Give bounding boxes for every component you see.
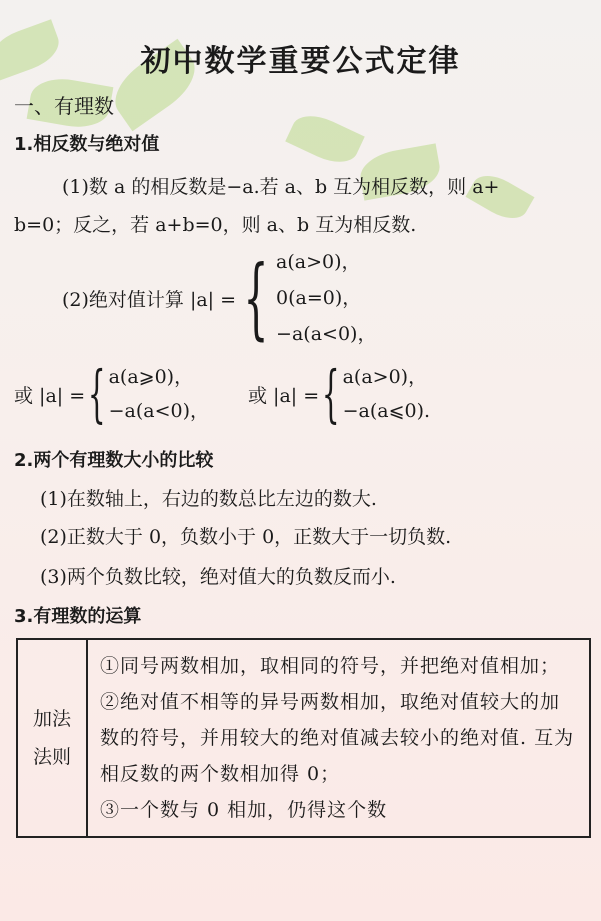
case-item: −a(a<0)， bbox=[108, 400, 210, 422]
rule-item: ③一个数与 0 相加，仍得这个数 bbox=[100, 799, 388, 821]
leaf-decoration bbox=[285, 107, 365, 171]
case-list bbox=[109, 360, 209, 428]
abs-value-formula bbox=[62, 244, 376, 352]
rule-item: ①同号两数相加，取相同的符号，并把绝对值相加； bbox=[100, 655, 561, 677]
compare-rule: (2)正数大于 0，负数小于 0，正数大于一切负数. bbox=[40, 526, 452, 548]
header-line: 加法 bbox=[32, 708, 71, 730]
header-line: 法则 bbox=[32, 746, 71, 768]
abs-value-formula-alt2 bbox=[248, 357, 431, 430]
brace-symbol: { bbox=[243, 246, 269, 349]
compare-rule: (1)在数轴上，右边的数总比左边的数大. bbox=[40, 488, 377, 510]
paragraph-line: (1)数 a 的相反数是−a.若 a、b 互为相反数，则 a+ bbox=[62, 176, 500, 198]
brace-symbol: { bbox=[321, 357, 340, 430]
rule-item: ②绝对值不相等的异号两数相加，取绝对值较大的加数的符号，并用较大的绝对值减去较小的绝对值. 互为相反数的两个数相加得 0； bbox=[100, 691, 575, 785]
case-list bbox=[343, 360, 430, 428]
abs-value-formula-alt1 bbox=[14, 357, 210, 430]
case-item: a(a>0)， bbox=[276, 251, 361, 273]
subsection-heading: 2.两个有理数大小的比较 bbox=[14, 450, 214, 471]
case-item: a(a⩾0)， bbox=[108, 366, 194, 388]
case-item: −a(a⩽0). bbox=[342, 400, 431, 422]
formula-label: (2)绝对值计算 |a| = bbox=[62, 288, 237, 311]
formula-label: 或 |a| = bbox=[14, 384, 86, 407]
case-item: −a(a<0)， bbox=[276, 323, 377, 345]
addition-rules-table bbox=[16, 638, 591, 838]
case-list bbox=[276, 244, 376, 352]
subsection-heading: 3.有理数的运算 bbox=[14, 606, 142, 627]
page-title: 初中数学重要公式定律 bbox=[140, 44, 461, 79]
compare-rule: (3)两个负数比较，绝对值大的负数反而小. bbox=[40, 566, 396, 588]
table-row bbox=[17, 639, 590, 837]
table-content-cell bbox=[87, 639, 590, 837]
subsection-heading: 1.相反数与绝对值 bbox=[14, 134, 160, 155]
case-item: a(a>0)， bbox=[342, 366, 428, 388]
formula-label: 或 |a| = bbox=[248, 384, 320, 407]
table-header-cell bbox=[17, 639, 87, 837]
paragraph-line: b=0；反之，若 a+b=0，则 a、b 互为相反数. bbox=[14, 214, 417, 236]
brace-symbol: { bbox=[87, 357, 106, 430]
section-heading: 一、有理数 bbox=[14, 94, 114, 118]
case-item: 0(a=0)， bbox=[276, 287, 362, 309]
